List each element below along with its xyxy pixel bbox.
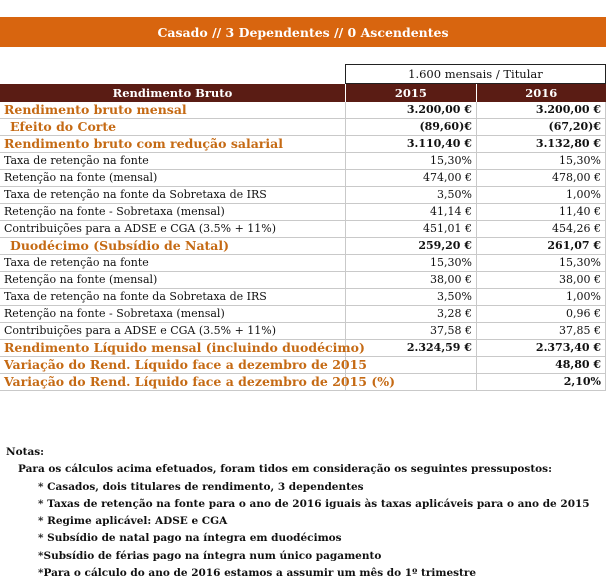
value-2015: 451,01 €: [345, 221, 476, 238]
table-row: [0, 238, 606, 255]
row-label: Variação do Rend. Líquido face a dezembro de 2015: [0, 357, 345, 374]
table-row: [0, 119, 606, 136]
mensais-label: 1.600 mensais / Titular: [345, 65, 605, 84]
table-row: [0, 153, 606, 170]
table-row: [0, 272, 606, 289]
table-row: [0, 221, 606, 238]
note-item: * Taxas de retenção na fonte para o ano de 2016 iguais às taxas aplicáveis para o ano de 2015: [38, 497, 590, 510]
value-2015: 259,20 €: [345, 238, 476, 255]
value-2015: 3,28 €: [345, 306, 476, 323]
value-2016: 15,30%: [476, 255, 605, 272]
note-item: * Subsídio de natal pago na íntegra em duodécimos: [38, 532, 342, 545]
value-2016: 1,00%: [476, 187, 605, 204]
row-label: Contribuições para a ADSE e CGA (3.5% + 11%): [0, 221, 345, 238]
value-2015: 3.110,40 €: [345, 136, 476, 153]
table-row: [0, 187, 606, 204]
row-label: Taxa de retenção na fonte da Sobretaxa de IRS: [0, 187, 345, 204]
row-label: Retenção na fonte (mensal): [0, 170, 345, 187]
value-2016: 48,80 €: [476, 357, 605, 374]
row-label: Efeito do Corte: [0, 119, 345, 136]
header-year-2015: 2015: [345, 84, 476, 103]
row-label: Taxa de retenção na fonte: [0, 255, 345, 272]
notes-heading: Notas:: [6, 446, 45, 458]
table-row: [0, 306, 606, 323]
note-item: * Casados, dois titulares de rendimento, 3 dependentes: [38, 480, 364, 493]
row-label: Taxa de retenção na fonte: [0, 153, 345, 170]
table-row: [0, 340, 606, 357]
value-2015: (89,60)€: [345, 119, 476, 136]
value-2015: 474,00 €: [345, 170, 476, 187]
note-item: *Para o cálculo do ano de 2016 estamos a assumir um mês do 1º trimestre: [38, 567, 477, 580]
value-2016: 454,26 €: [476, 221, 605, 238]
note-item: *Subsídio de férias pago na íntegra num único pagamento: [38, 549, 382, 562]
table-row: [0, 357, 606, 374]
value-2016: 3.200,00 €: [476, 102, 605, 119]
row-label: Taxa de retenção na fonte da Sobretaxa de IRS: [0, 289, 345, 306]
row-label: Retenção na fonte - Sobretaxa (mensal): [0, 306, 345, 323]
value-2016: 2,10%: [476, 374, 605, 391]
notes-section: [6, 444, 590, 582]
value-2015: 2.324,59 €: [345, 340, 476, 357]
row-label: Rendimento Líquido mensal (incluindo duodécimo): [0, 340, 345, 357]
table-row: [0, 323, 606, 340]
row-label: Retenção na fonte (mensal): [0, 272, 345, 289]
value-2015: 15,30%: [345, 153, 476, 170]
row-label: Rendimento bruto mensal: [0, 102, 345, 119]
header-year-2016: 2016: [476, 84, 605, 103]
table-row: [0, 255, 606, 272]
value-2015: 41,14 €: [345, 204, 476, 221]
table-row: [0, 102, 606, 119]
value-2016: (67,20)€: [476, 119, 605, 136]
value-2016: 261,07 €: [476, 238, 605, 255]
header-label: Rendimento Bruto: [0, 84, 345, 103]
notes-intro: Para os cálculos acima efetuados, foram tidos em consideração os seguintes pressupostos:: [18, 463, 552, 476]
mensais-row: [0, 65, 606, 84]
value-2015: 38,00 €: [345, 272, 476, 289]
salary-table: [0, 64, 606, 391]
value-2015: 3,50%: [345, 289, 476, 306]
row-label: Variação do Rend. Líquido face a dezembro de 2015 (%): [0, 374, 345, 391]
value-2016: 11,40 €: [476, 204, 605, 221]
value-2016: 38,00 €: [476, 272, 605, 289]
row-label: Rendimento bruto com redução salarial: [0, 136, 345, 153]
table-row: [0, 204, 606, 221]
value-2016: 0,96 €: [476, 306, 605, 323]
table-row: [0, 170, 606, 187]
value-2015: 37,58 €: [345, 323, 476, 340]
value-2016: 478,00 €: [476, 170, 605, 187]
value-2016: 3.132,80 €: [476, 136, 605, 153]
value-2016: 2.373,40 €: [476, 340, 605, 357]
table-row: [0, 289, 606, 306]
value-2016: 15,30%: [476, 153, 605, 170]
value-2016: 37,85 €: [476, 323, 605, 340]
value-2015: 3.200,00 €: [345, 102, 476, 119]
row-label: Contribuições para a ADSE e CGA (3.5% + 11%): [0, 323, 345, 340]
row-label: Duodécimo (Subsídio de Natal): [0, 238, 345, 255]
note-item: * Regime aplicável: ADSE e CGA: [38, 515, 228, 528]
value-2016: 1,00%: [476, 289, 605, 306]
value-2015: 3,50%: [345, 187, 476, 204]
row-label: Retenção na fonte - Sobretaxa (mensal): [0, 204, 345, 221]
value-2015: 15,30%: [345, 255, 476, 272]
table-row: [0, 136, 606, 153]
table-header: [0, 84, 606, 103]
page-title: Casado // 3 Dependentes // 0 Ascendentes: [0, 17, 606, 47]
table-row: [0, 374, 606, 391]
